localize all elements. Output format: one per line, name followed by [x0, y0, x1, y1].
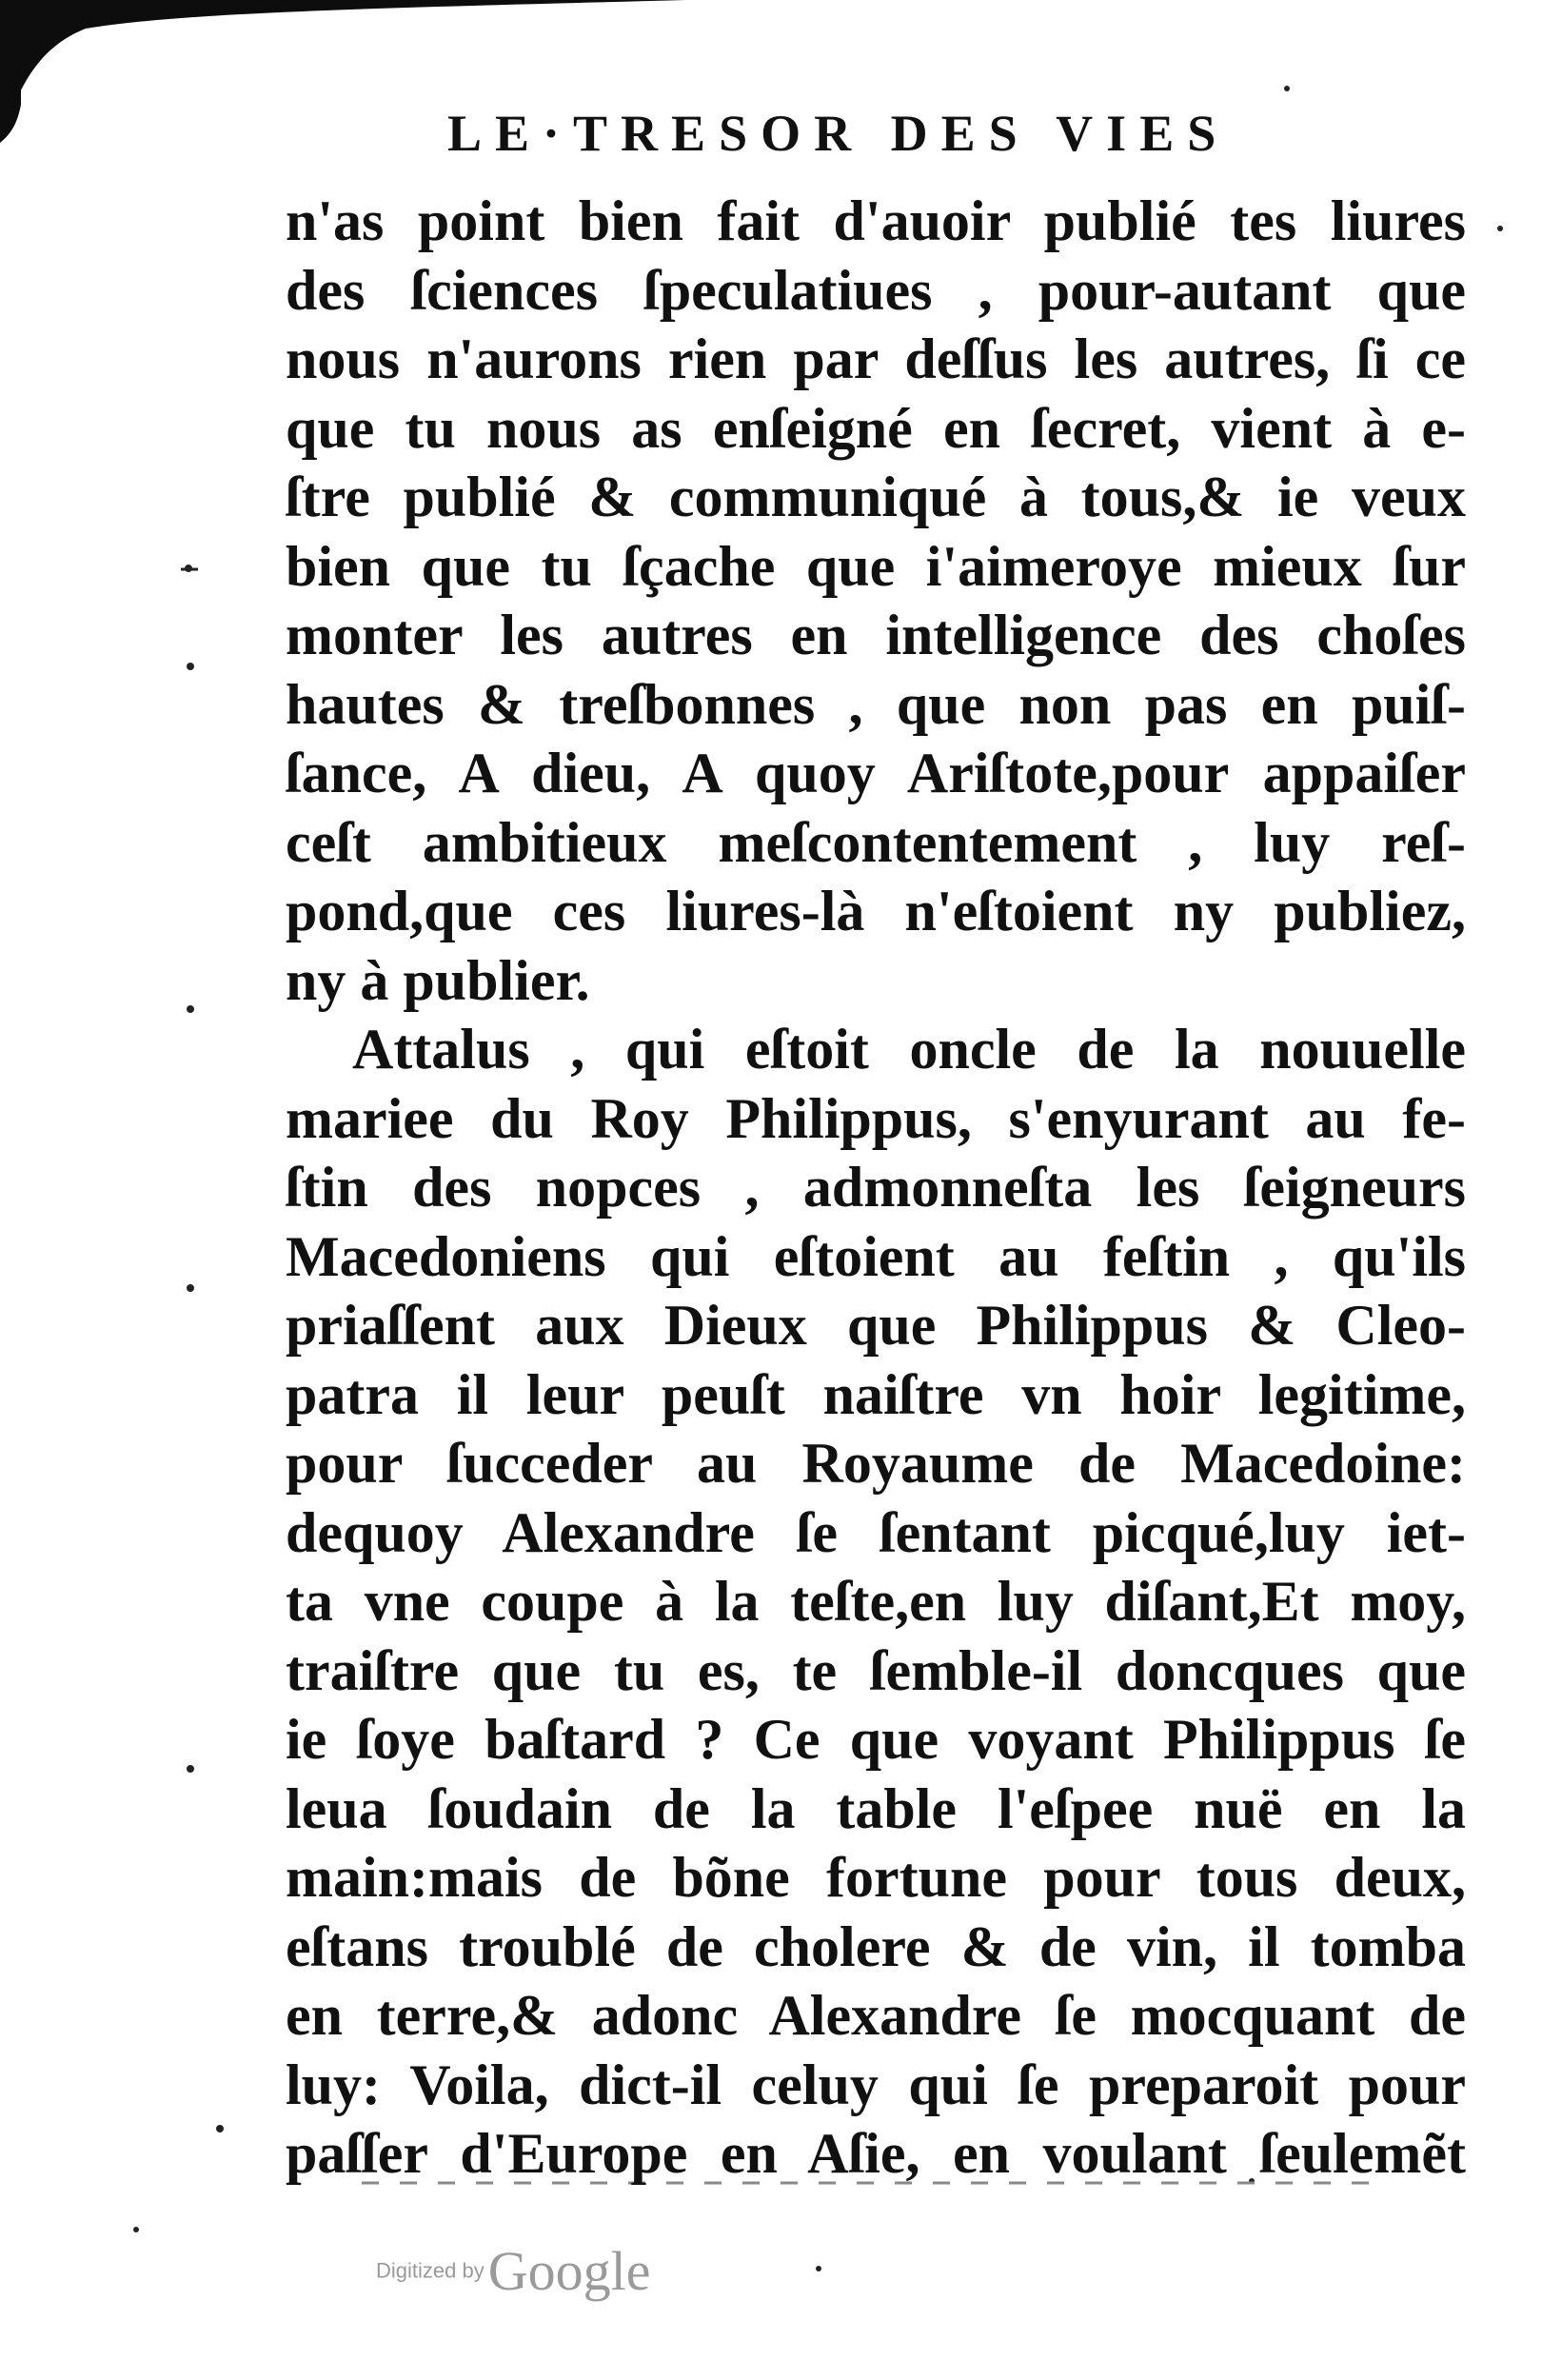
text-line: nous n'aurons rien par deſſus les autres, ſi ce	[286, 327, 1466, 390]
scan-shadow-left-edge	[0, 0, 21, 143]
paragraph-first-line: Attalus , qui eſtoit oncle de la nouuelle	[352, 1018, 1466, 1081]
text-line: n'as point bien fait d'auoir publié tes liures	[286, 189, 1466, 252]
digitized-brand: Google	[487, 2240, 651, 2302]
speck	[133, 2227, 139, 2232]
text-line: priaſſent aux Dieux que Philippus & Cleo-	[286, 1294, 1466, 1357]
digitized-by-watermark	[376, 2239, 650, 2303]
text-line: en terre,& adonc Alexandre ſe mocquant de	[286, 1984, 1466, 2047]
speck	[187, 663, 194, 670]
text-line: ny à publier.	[286, 948, 590, 1012]
text-line: hautes & treſbonnes , que non pas en puiſ-	[286, 672, 1466, 736]
text-line: pond,que ces liures-là n'eſtoient ny publiez,	[286, 880, 1466, 942]
text-line: eſtans troublé de cholere & de vin, il tomba	[286, 1914, 1466, 1978]
speck	[1497, 226, 1503, 231]
text-line: luy: Voila, dict-il celuy qui ſe preparoit pour	[286, 2053, 1466, 2116]
text-line: traiſtre que tu es, te ſemble-il doncques que	[286, 1638, 1466, 1702]
text-line: ie ſoye baſtard ? Ce que voyant Philippus ſe	[286, 1708, 1466, 1771]
text-line: ſtin des nopces , admonneſta les ſeigneurs	[286, 1156, 1466, 1219]
speck	[187, 1284, 194, 1292]
text-line: leua ſoudain de la table l'eſpee nuë en la	[286, 1776, 1466, 1840]
speck	[816, 2266, 821, 2271]
speck	[1284, 86, 1290, 91]
speck	[187, 1005, 194, 1013]
text-line: ceſt ambitieux meſcontentement , luy reſ-	[286, 810, 1466, 874]
text-line: paſſer d'Europe en Aſie, en voulant ſeulemẽt	[286, 2122, 1466, 2185]
text-line: que tu nous as enſeigné en ſecret, vient à e-	[286, 396, 1466, 460]
text-line: ta vne coupe à la teſte,en luy diſant,Et moy,	[286, 1570, 1466, 1633]
text-line: des ſciences ſpeculatiues , pour-autant que	[286, 258, 1466, 322]
body-text	[286, 187, 1466, 2189]
text-line: mariee du Roy Philippus, s'enyurant au fe-	[286, 1086, 1466, 1150]
text-line: Macedoniens qui eſtoient au feſtin , qu'ils	[286, 1224, 1466, 1288]
text-line: pour ſucceder au Royaume de Macedoine:	[286, 1432, 1466, 1495]
text-line: dequoy Alexandre ſe ſentant picqué,luy iet-	[286, 1500, 1466, 1564]
text-line: ſtre publié & communiqué à tous,& ie veux	[286, 466, 1466, 528]
text-line: patra il leur peuſt naiſtre vn hoir legitime,	[286, 1362, 1466, 1426]
speck	[187, 1765, 194, 1773]
running-head: LE·TRESOR DES VIES	[447, 105, 1230, 162]
text-line: monter les autres en intelligence des choſes	[286, 604, 1466, 666]
text-line: bien que tu ſçache que i'aimeroye mieux ſur	[286, 534, 1466, 598]
speck	[216, 2125, 224, 2132]
digitized-prefix: Digitized by	[376, 2258, 484, 2283]
text-line: ſance, A dieu, A quoy Ariſtote,pour appaiſer	[286, 742, 1466, 804]
text-line: main:mais de bõne fortune pour tous deux,	[286, 1846, 1466, 1909]
